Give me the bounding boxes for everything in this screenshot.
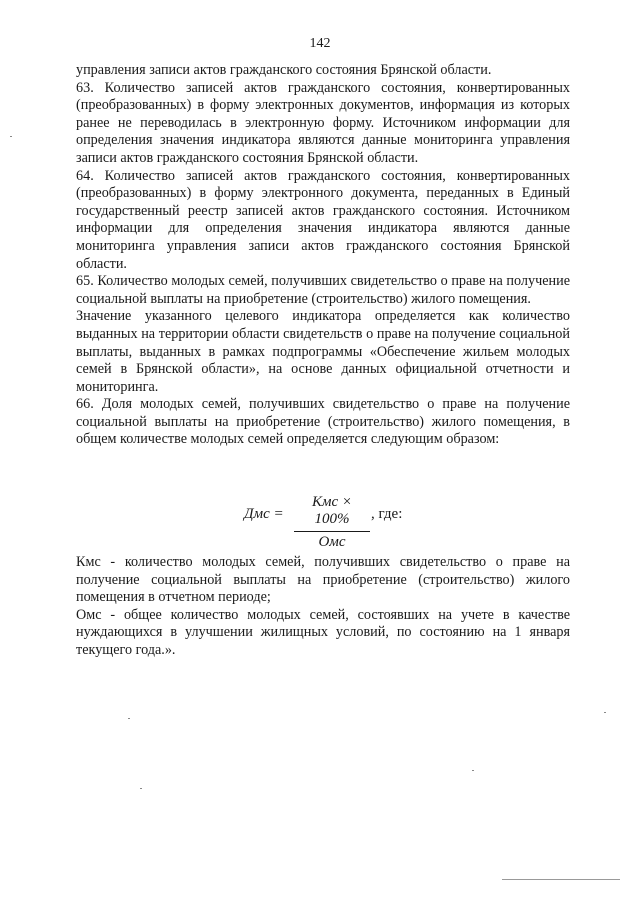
formula <box>0 494 640 550</box>
scan-artifact <box>128 718 130 719</box>
paragraph-item-63: 63. Количество записей актов гражданского состояния, конвертированных (преобразованных) в форму электронных документов, информация из которых ранее не переводилась в электронную форму. Источником информации для определения значения индикатора являются данные мониторинга управления записи актов гражданского состояния Брянской области. <box>76 79 570 166</box>
document-body <box>76 62 570 449</box>
paragraph-item-65: 65. Количество молодых семей, получивших свидетельство о праве на получение социальной выплаты на приобретение (строительство) жилого помещения. <box>76 273 570 307</box>
definition-kms: Кмс - количество молодых семей, получивших свидетельство о праве на получение социальной выплаты на приобретение (строительство) жилого помещения в отчетном периоде; <box>76 554 570 606</box>
page-number: 142 <box>309 36 331 51</box>
definition-oms: Омс - общее количество молодых семей, состоявших на учете в качестве нуждающихся в улучшении жилищных условий, по состоянию на 1 января текущего года.». <box>76 606 570 658</box>
scan-artifact <box>10 136 12 137</box>
scan-artifact <box>472 770 474 771</box>
formula-lhs: Дмс = <box>244 506 284 522</box>
formula-denominator: Омс <box>318 534 346 550</box>
formula-fraction <box>294 494 370 551</box>
formula-tail: , где: <box>371 506 403 522</box>
paragraph-item-64: 64. Количество записей актов гражданского состояния, конвертированных (преобразованных) в форму электронного документа, переданных в Единый государственный реестр записей актов гражданского состояния. Источником информации для определения значения индикатора являются данные мониторинга управления записи актов гражданского состояния Брянской области. <box>76 167 570 272</box>
paragraph-item-66: 66. Доля молодых семей, получивших свидетельство о праве на получение социальной выплаты на приобретение (строительство) жилого помещения, в общем количестве молодых семей определяется следующим образом: <box>76 396 570 448</box>
scan-artifact <box>140 788 142 789</box>
paragraph-continuation: управления записи актов гражданского состояния Брянской области. <box>76 62 492 78</box>
scan-edge-line <box>502 879 620 880</box>
paragraph-indicator-value: Значение указанного целевого индикатора определяется как количество выданных на территории области свидетельств о праве на получение социальной выплаты, выданных в рамках подпрограммы «Обеспечение жильем молодых семей в Брянской области», на основе данных официальной отчетности и мониторинга. <box>76 308 570 395</box>
scan-artifact <box>604 712 606 713</box>
formula-numerator: Кмс × 100% <box>294 494 370 532</box>
definitions <box>76 554 570 660</box>
